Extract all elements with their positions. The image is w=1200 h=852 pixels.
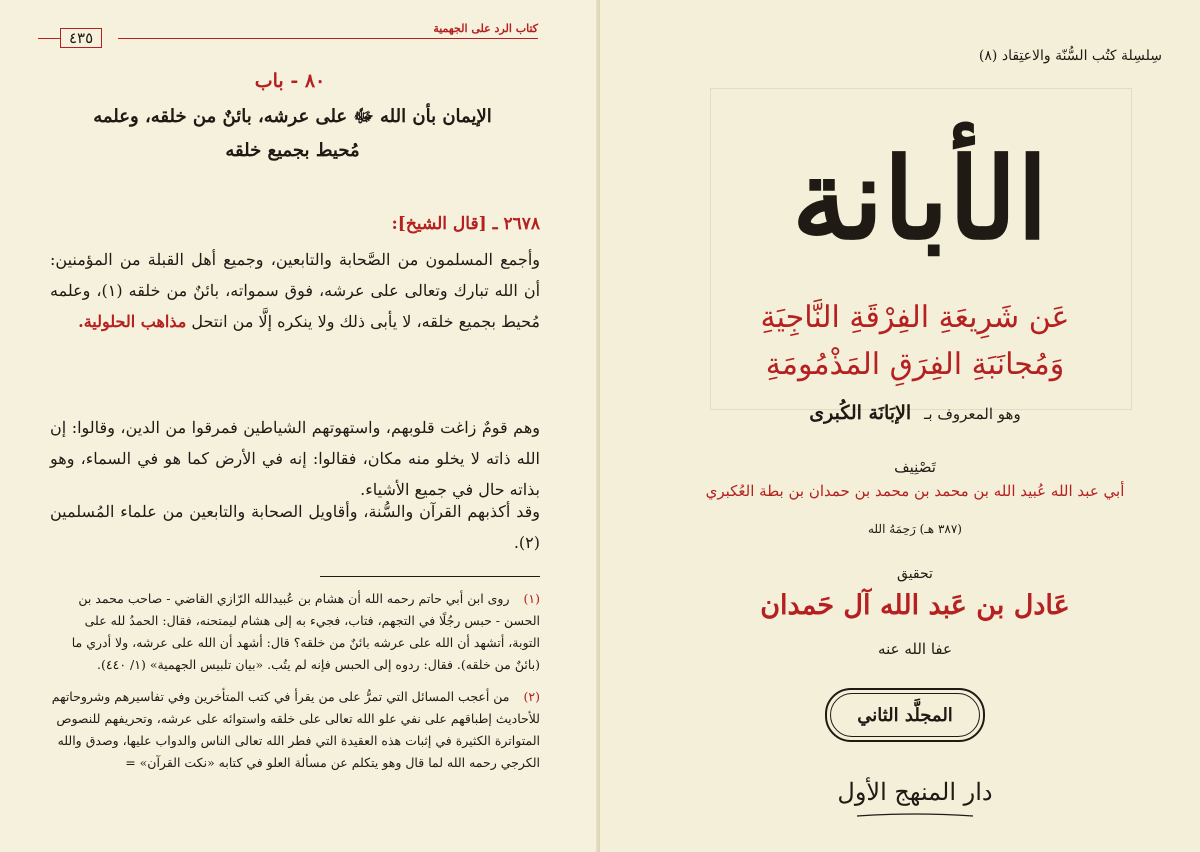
subtitle-line2: وَمُجانَبَةِ الفِرَقِ المَذْمُومَةِ — [765, 347, 1065, 382]
footnote-2 — [50, 686, 540, 774]
main-title: الأبانة — [792, 134, 1048, 265]
footnote-2-text: من أعجب المسائل التي تمرُّ على من يقرأ في كتب المتأخرين وفي تفاسيرهم وشروحاتهم للأحاديث إطباقهم على نفي علو الله تعالى على خلقه واستوائه على عرشه، وتحريفهم للنصوص المتواترة الكثيرة في إثبات هذه العقيدة التي فطر الله تعالى الناس والدواب عليها، وصدق والله الكرجي رحمه الله لما قال وهو يتكلم عن مسألة العلو في كتابه «نكت القرآن» = — [51, 689, 540, 770]
chapter-title-line2: مُحيط بجميع خلقه — [225, 140, 360, 161]
publisher-name: دار المنهج الأول — [837, 778, 993, 806]
editor-note: عفا الله عنه — [878, 640, 952, 658]
page-number: ٤٣٥ — [60, 28, 102, 48]
authored-by-label: تَصْنِيف — [894, 458, 936, 476]
paragraph-label: [قال الشيخ]: — [391, 214, 487, 234]
footnote-2-number: (٢) — [523, 689, 540, 704]
footnote-1-text: روى ابن أبي حاتم رحمه الله أن هشام بن عُبيدالله الرّازي القاضي - صاحب محمد بن الحسن - حبس رجُلًا في التجهم، فتاب، فجيء به إلى هشام ليمتحنه، فقال: الحمدُ لله على التوبة، أتشهد أن الله على عرشه بائنٌ من خلقه؟ قال: أشهد أن الله على عرشه، ولا أدري ما (بائنٌ من خلقه). فقال: ردوه إلى الحبس فإنه لم يتُب. «بيان تلبيس الجهمية» (١/ ٤٤٠). — [71, 591, 540, 672]
footnote-1 — [50, 588, 540, 676]
footnote-1-number: (١) — [523, 591, 540, 606]
known-as — [700, 402, 1130, 424]
series-title: سِلسِلة كتُب السُّنّة والاعتِقاد (٨) — [978, 48, 1162, 64]
running-header — [38, 22, 538, 52]
editor-name: عَادل بن عَبد الله آل حَمدان — [760, 590, 1070, 621]
running-title: كتاب الرد على الجهمية — [433, 22, 538, 35]
highlight-text: مذاهب الحلولية. — [78, 312, 187, 331]
body-paragraph-1 — [50, 244, 540, 337]
right-page — [600, 0, 1200, 852]
body-paragraph-2: وهم قومٌ زاغت قلوبهم، واستهوتهم الشياطين فمرقوا من الدين، وقالوا: إن الله ذاته لا يخلو منه مكان، فقالوا: إنه في الأرض كما هو في السماء، وهو بذاته حال في جميع الأشياء. — [50, 418, 540, 499]
paragraph-heading — [392, 214, 540, 234]
known-as-title: الإبَانَة الكُبرى — [809, 402, 912, 424]
paragraph-number: ٢٦٧٨ ـ — [492, 214, 540, 234]
author-name: أبي عبد الله عُبيد الله بن محمد بن محمد بن حمدان بن بطة العُكبري — [705, 482, 1125, 500]
editor-label: تحقيق — [897, 566, 933, 582]
known-as-prefix: وهو المعروف بـ — [923, 405, 1021, 423]
footnote-separator — [320, 576, 540, 577]
chapter-number: ٨٠ - باب — [254, 70, 326, 92]
chapter-title-line1: الإيمان بأن الله ﷻ على عرشه، بائنٌ من خلقه، وعلمه — [93, 106, 492, 127]
publisher-ornament — [855, 812, 975, 820]
header-rule — [118, 38, 538, 39]
header-rule-end — [38, 38, 60, 39]
body-paragraph-3: وقد أكذبهم القرآن والسُّنة، وأقاويل الصحابة والتابعين من علماء المُسلمين (٢). — [50, 502, 540, 552]
volume-badge — [825, 688, 985, 742]
author-death-year: (٣٨٧ هـ) رَحِمَهُ الله — [868, 522, 962, 536]
body-text-1: وأجمع المسلمون من الصَّحابة والتابعين، وجميع أهل القبلة من المؤمنين: أن الله تبارك وتعالى على عرشه، فوق سمواته، بائنٌ من خلقه (١)، وعلمه مُحيط بجميع خلقه، لا يأبى ذلك ولا ينكره إلَّا من انتحل — [50, 250, 541, 331]
volume-label: المجلَّد الثاني — [830, 693, 980, 737]
subtitle-line1: عَن شَرِيعَةِ الفِرْقَةِ النَّاجِيَةِ — [760, 300, 1070, 335]
chapter-title — [45, 100, 540, 168]
